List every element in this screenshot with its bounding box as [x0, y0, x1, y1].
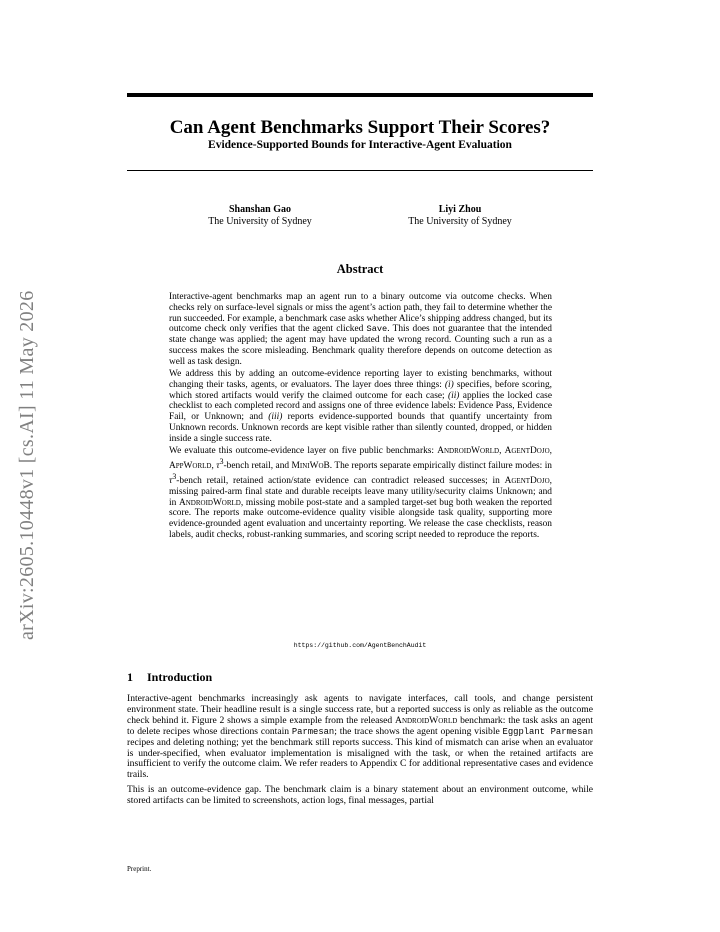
abstract-heading: Abstract	[336, 262, 384, 276]
text-run: . This does not guarantee that the intended state change was applied; the agent may have updated the wrong record. Counting such a run as a success makes the score misleading. Benchmark quality therefore depends on outcome detection as well as task design.	[169, 324, 552, 367]
abstract-body	[169, 292, 552, 542]
inline-code: Eggplant Parmesan	[502, 726, 593, 737]
section-number: 1	[127, 670, 133, 684]
list-marker: (i)	[444, 379, 454, 390]
math-symbol: τ	[216, 461, 220, 472]
text-run: . The reports separate empirically distinct failure modes: in	[329, 461, 552, 472]
text-run: -bench retail, retained action/state evidence can contradict released successes; in	[176, 476, 505, 486]
repository-link[interactable]: https://github.com/AgentBenchAudit	[293, 642, 427, 649]
text-run: ,	[499, 446, 505, 457]
text-run: We address this by adding an outcome-evidence reporting layer to existing benchmarks, without changing their tasks, agents, or evaluators. The layer does three things:	[169, 369, 552, 390]
text-run: , missing mobile post-state and a sampled target-set bug both weaken the reported score. The reports make outcome-evidence quality visible alongside task quality, supporting more evidence-grounded agent evaluation and uncertainty reporting. We release the case checklists, reason labels, audit checks, robust-ranking summaries, and scoring script needed to reproduce the reports.	[169, 497, 552, 540]
superscript: 3	[219, 456, 224, 466]
text-run: applies the locked case checklist to each completed record and assigns one of three evidence labels: Evidence Pass, Evidence Fail, or Unknown; and	[169, 390, 552, 423]
preprint-footer: Preprint.	[127, 865, 152, 873]
author-block-2	[360, 204, 560, 228]
list-marker: (iii)	[268, 412, 283, 423]
text-run: , missing paired-arm final state and durable receipts leave many utility/security claims Unknown; and in	[169, 476, 552, 508]
text-run: Interactive-agent benchmarks increasingly ask agents to navigate interfaces, call tools, and change persistent environment state. Their headline result is a single success rate, but a reported success is only as reliable as the outcome check behind it. Figure 2 shows a simple example from the released	[127, 693, 593, 726]
superscript: 3	[172, 471, 177, 481]
benchmark-name: AppWorld	[169, 461, 212, 472]
benchmark-name: AndroidWorld	[437, 446, 500, 457]
author-affiliation: The University of Sydney	[208, 216, 312, 227]
list-marker: (ii)	[447, 390, 460, 401]
text-run: Interactive-agent benchmarks map an agent run to a binary outcome via outcome checks. When checks rely on surface-level signals or miss the agent’s action path, they fail to determine whether the run succeeded. For example, a benchmark case asks whether Alice’s shipping address changed, but its outcome check only verifies that the agent clicked	[169, 292, 552, 335]
text-run: We evaluate this outcome-evidence layer on five public benchmarks:	[169, 446, 438, 457]
author-name: Shanshan Gao	[229, 204, 291, 215]
inline-code: Parmesan	[291, 726, 335, 737]
inline-code: Save	[366, 324, 388, 335]
abstract-paragraph-1	[169, 292, 552, 368]
text-run: specifies, before scoring, which stored artifacts would verify the claimed outcome for each case;	[169, 379, 553, 401]
section-heading-introduction	[127, 670, 212, 685]
benchmark-name: MiniWoB	[291, 461, 330, 472]
title-top-rule	[127, 93, 593, 97]
title-bottom-rule	[127, 170, 593, 171]
abstract-paragraph-2	[169, 369, 552, 445]
abstract-paragraph-3	[169, 446, 552, 541]
benchmark-name: AndroidWorld	[395, 714, 458, 726]
arxiv-sidebar-stamp: arXiv:2605.10448v1 [cs.AI] 11 May 2026	[16, 290, 38, 640]
author-name: Liyi Zhou	[438, 204, 482, 215]
benchmark-name: AgentDojo	[504, 446, 550, 457]
math-symbol: τ	[169, 476, 173, 486]
text-run: benchmark: the task asks an agent to delete recipes whose directions contain	[127, 714, 594, 737]
author-block-1	[160, 204, 360, 228]
text-run: reports evidence-supported bounds that quantify uncertainty from Unknown records. Unknown records are kept visible rather than silently counted, dropped, or hidden inside a single success rate.	[169, 412, 552, 444]
paper-title: Can Agent Benchmarks Support Their Scores?	[169, 117, 551, 138]
benchmark-name: AndroidWorld	[178, 497, 241, 508]
author-affiliation: The University of Sydney	[408, 216, 512, 227]
text-run: ,	[549, 446, 552, 457]
paper-subtitle: Evidence-Supported Bounds for Interactive-Agent Evaluation	[208, 139, 512, 151]
section-title: Introduction	[147, 670, 213, 684]
intro-paragraph-2: This is an outcome-evidence gap. The benchmark claim is a binary statement about an environment outcome, while stored artifacts can be limited to screenshots, action logs, final messages, partial	[127, 784, 593, 807]
text-run: recipes and deleting nothing; yet the benchmark still reports success. This kind of mismatch can arise when an evaluator is under-specified, when evaluator implementation is misaligned with the task, or when the retained artifacts are insufficient to verify the outcome claim. We refer readers to Appendix C for additional representative cases and evidence trails.	[127, 736, 593, 781]
text-run: ,	[211, 461, 217, 472]
text-run: -bench retail, and	[223, 461, 292, 472]
introduction-body	[127, 694, 593, 811]
benchmark-name: AgentDojo	[504, 476, 550, 486]
intro-paragraph-1	[127, 694, 593, 781]
text-run: ; the trace shows the agent opening visible	[334, 725, 503, 737]
